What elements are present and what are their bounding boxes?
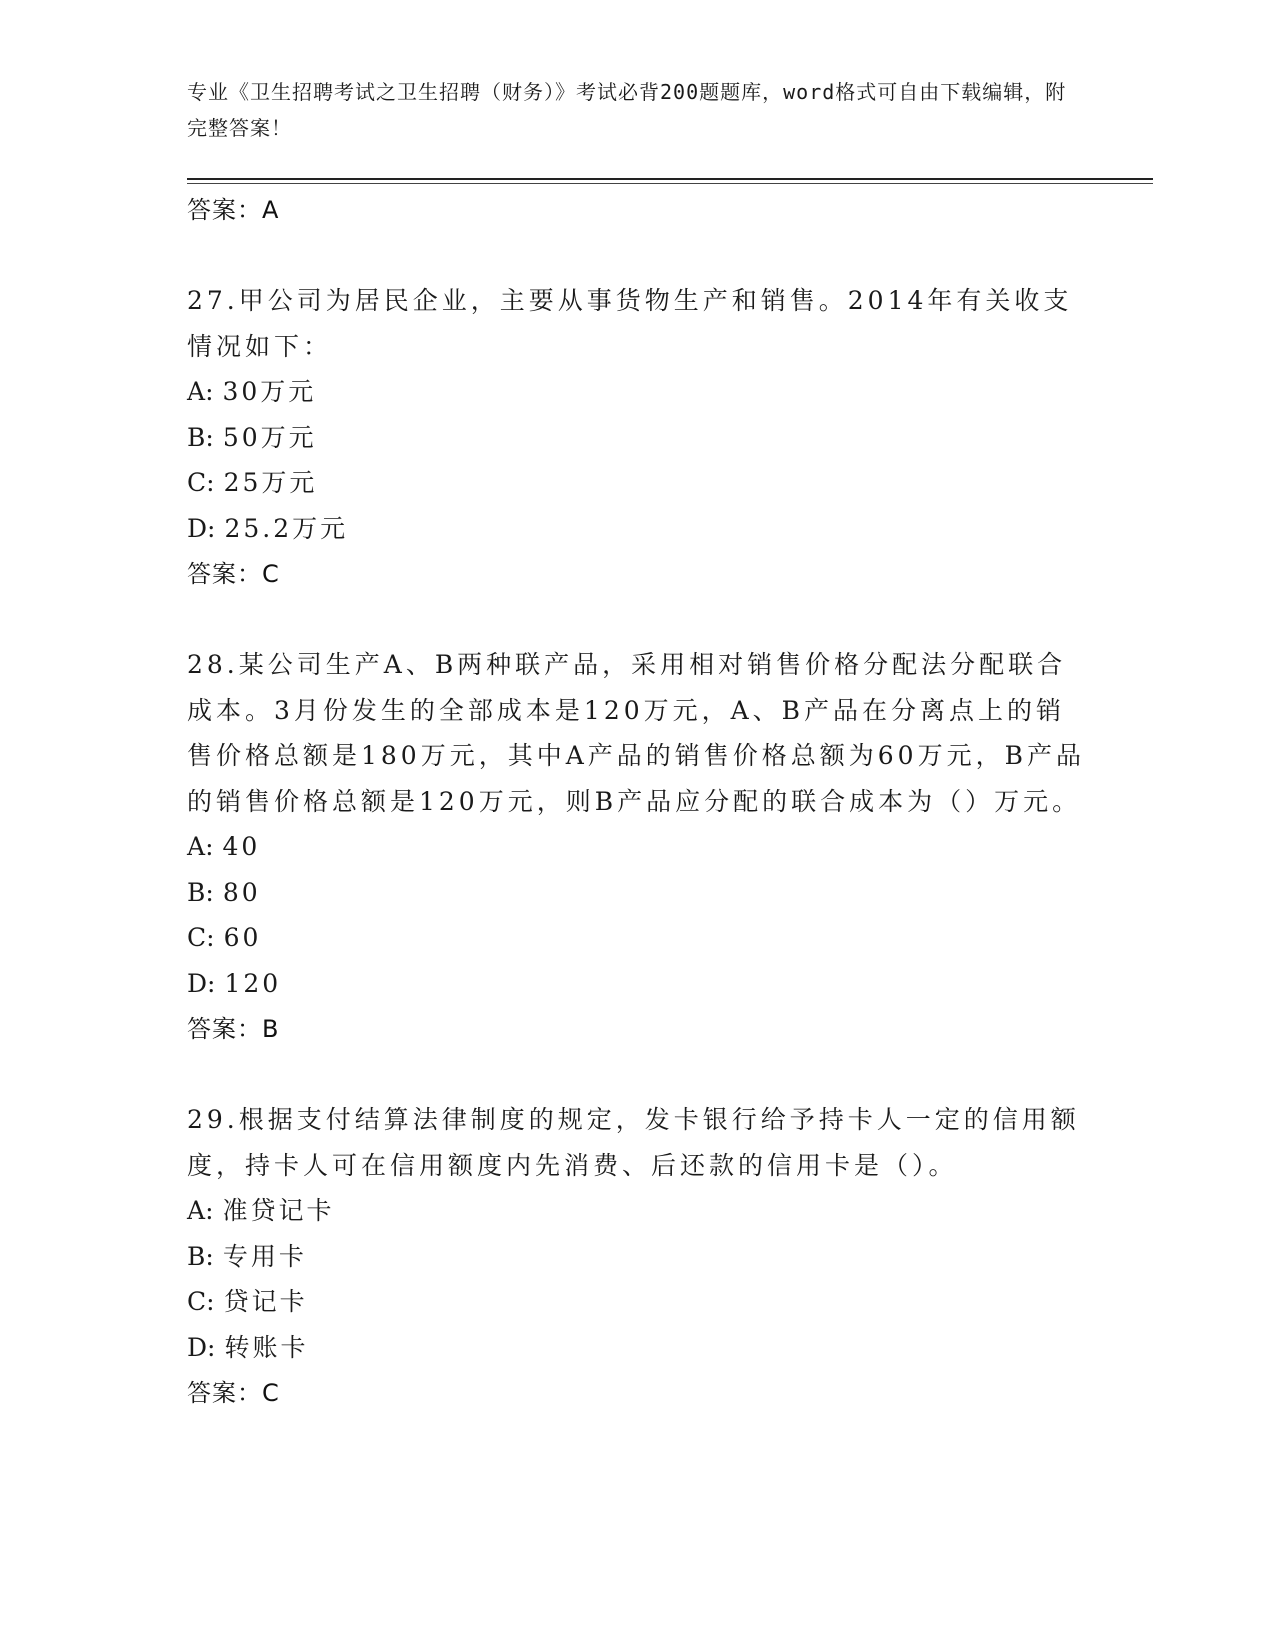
answer-label: 答案： xyxy=(187,1379,262,1407)
question-answer xyxy=(187,1370,1087,1416)
header-divider xyxy=(187,178,1153,180)
answer-value: C xyxy=(262,1379,280,1407)
option-text: 贷记卡 xyxy=(223,1287,308,1316)
answer-value: C xyxy=(262,560,280,588)
option-text: 转账卡 xyxy=(224,1332,309,1362)
option-text: 30万元 xyxy=(222,377,317,406)
option-key: D xyxy=(187,1332,208,1362)
question-answer xyxy=(187,551,1087,597)
option-key: D xyxy=(187,513,208,543)
option-key: C xyxy=(187,1287,207,1316)
option-text: 60 xyxy=(223,923,262,952)
option-d: D: 120 xyxy=(187,968,282,998)
option-b: B: 50万元 xyxy=(187,422,317,452)
header-divider-thin xyxy=(187,183,1153,184)
answer-label: 答案： xyxy=(187,196,262,224)
option-key: B xyxy=(187,422,206,452)
question-stem: 27.甲公司为居民企业，主要从事货物生产和销售。2014年有关收支情况如下： xyxy=(187,286,1073,361)
answer-value: A xyxy=(262,196,280,224)
option-d: D: 25.2万元 xyxy=(187,513,349,543)
answer-label: 答案： xyxy=(187,1015,262,1043)
option-key: B xyxy=(187,877,206,907)
question-stem: 29.根据支付结算法律制度的规定，发卡银行给予持卡人一定的信用额度，持卡人可在信用额度内先消费、后还款的信用卡是（）。 xyxy=(187,1105,1080,1180)
question-answer xyxy=(187,1006,1087,1052)
option-text: 40 xyxy=(222,832,261,861)
option-a: A: 40 xyxy=(187,832,261,861)
option-b: B: 80 xyxy=(187,877,261,907)
page-header-text: 专业《卫生招聘考试之卫生招聘（财务）》考试必背200题题库，word格式可自由下载编辑，附完整答案！ xyxy=(187,80,1067,140)
option-c: C: 25万元 xyxy=(187,468,318,497)
question-28 xyxy=(187,642,1087,1052)
option-b: B: 专用卡 xyxy=(187,1241,307,1271)
option-text: 50万元 xyxy=(222,422,317,452)
option-key: A xyxy=(187,832,206,861)
previous-answer xyxy=(187,187,1087,233)
option-key: A xyxy=(187,1196,206,1225)
option-key: B xyxy=(187,1241,206,1271)
option-a: A: 准贷记卡 xyxy=(187,1196,335,1225)
option-text: 25.2万元 xyxy=(224,513,349,543)
answer-label: 答案： xyxy=(187,560,262,588)
option-text: 80 xyxy=(222,877,261,907)
option-c: C: 60 xyxy=(187,923,262,952)
option-text: 准贷记卡 xyxy=(222,1196,335,1225)
option-key: A xyxy=(187,377,206,406)
question-stem: 28.某公司生产A、B两种联产品，采用相对销售价格分配法分配联合成本。3月份发生的全部成本是120万元，A、B产品在分离点上的销售价格总额是180万元，其中A产品的销售价格总额为60万元，B产品的销售价格总额是120万元，则B产品应分配的联合成本为（）万元。 xyxy=(187,650,1085,816)
option-c: C: 贷记卡 xyxy=(187,1287,308,1316)
option-key: D xyxy=(187,968,208,998)
answer-value: B xyxy=(262,1015,280,1043)
document-content xyxy=(187,187,1087,1416)
question-27 xyxy=(187,278,1087,597)
option-a: A: 30万元 xyxy=(187,377,317,406)
question-29 xyxy=(187,1097,1087,1416)
option-text: 120 xyxy=(224,968,282,998)
option-text: 专用卡 xyxy=(222,1241,307,1271)
option-text: 25万元 xyxy=(223,468,318,497)
option-key: C xyxy=(187,468,207,497)
option-d: D: 转账卡 xyxy=(187,1332,309,1362)
option-key: C xyxy=(187,923,207,952)
